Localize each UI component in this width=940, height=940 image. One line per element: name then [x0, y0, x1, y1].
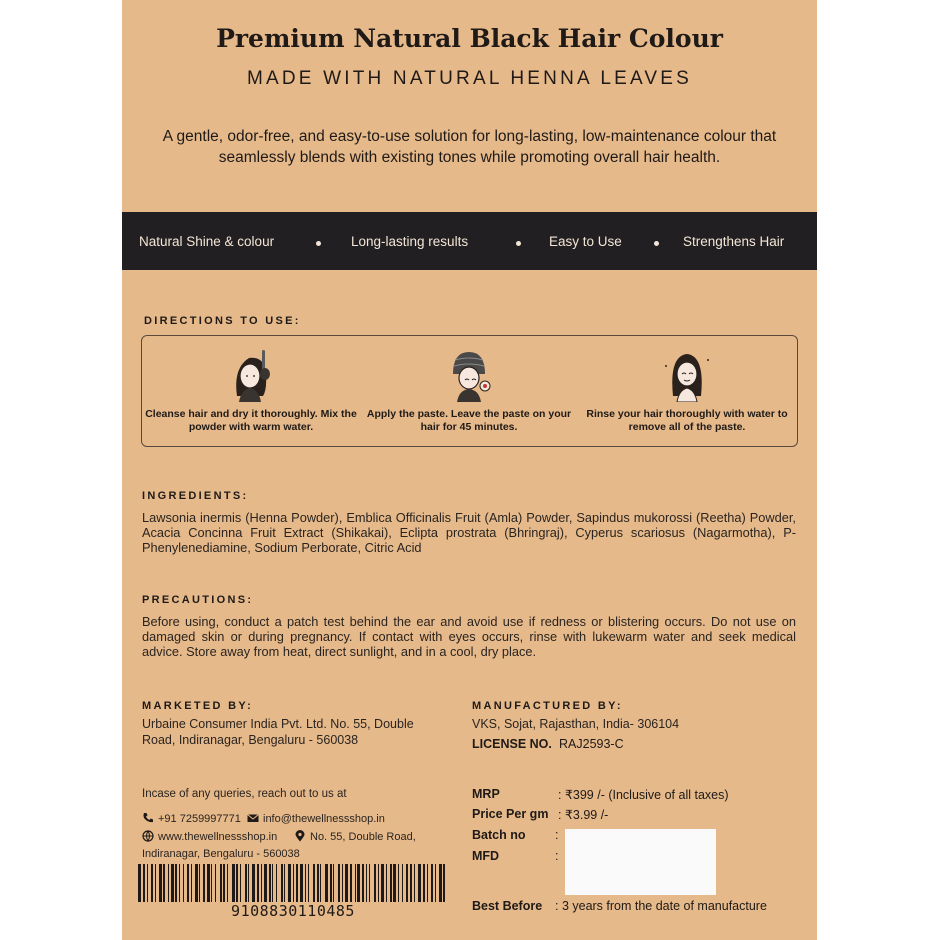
- barcode-bar: [427, 864, 428, 902]
- product-label-panel: [122, 0, 817, 940]
- barcode-bar: [443, 864, 445, 902]
- barcode-bar: [281, 864, 283, 902]
- bullet-dot: [516, 241, 521, 246]
- batch-no-value: :: [555, 828, 559, 842]
- barcode-bar: [338, 864, 340, 902]
- barcode-bar: [175, 864, 177, 902]
- direction-step-2: [360, 340, 578, 434]
- barcode-bar: [264, 864, 267, 902]
- ingredients-text: Lawsonia inermis (Henna Powder), Emblica Officinalis Fruit (Amla) Powder, Sapindus mukorossi (Reetha) Powder, Acacia Concinna Fruit Extract (Shikakai), Eclipta prostrata (Bhringraj), Cyperus scariosus (Nagarmotha), P-Phenylenediamine, Sodium Perborate, Citric Acid: [142, 510, 796, 555]
- barcode-bar: [374, 864, 376, 902]
- barcode-bar: [252, 864, 255, 902]
- barcode-bar: [296, 864, 298, 902]
- address-contact: [294, 830, 416, 843]
- bullet-dot: [654, 241, 659, 246]
- location-pin-icon: [294, 830, 306, 842]
- barcode-bar: [191, 864, 192, 902]
- feature-strengthens-hair: Strengthens Hair: [683, 234, 785, 249]
- direction-step-3: [578, 340, 796, 434]
- barcode-bar: [179, 864, 180, 902]
- feature-natural-shine: Natural Shine & colour: [139, 234, 275, 249]
- barcode-bar: [378, 864, 379, 902]
- precautions-text: Before using, conduct a patch test behind the ear and avoid use if redness or blistering occurs. Do not use on damaged skin or during pregnancy. If contact with eyes occurs, rinse with lukewarm water and seek medical advice. Store away from heat, direct sunlight, and in a cool, dry place.: [142, 614, 796, 659]
- barcode-bar: [171, 864, 174, 902]
- precautions-heading: PRECAUTIONS:: [142, 594, 254, 606]
- barcode-bar: [151, 864, 153, 902]
- barcode-bar: [313, 864, 315, 902]
- barcode-bar: [381, 864, 384, 902]
- woman-with-clean-hair-icon: [655, 346, 719, 402]
- barcode-bar: [330, 864, 332, 902]
- email-address: info@thewellnessshop.in: [263, 813, 385, 825]
- barcode-bar: [431, 864, 433, 902]
- email-icon: [247, 812, 259, 824]
- barcode-bar: [248, 864, 249, 902]
- directions-box: [141, 335, 798, 447]
- website-contact: [142, 830, 277, 843]
- barcode-bar: [414, 864, 415, 902]
- barcode-bar: [300, 864, 303, 902]
- barcode-bar: [386, 864, 387, 902]
- barcode-bar: [402, 864, 403, 902]
- barcode-bar: [350, 864, 352, 902]
- mfd-label: MFD: [472, 849, 500, 863]
- barcode-bar: [269, 864, 271, 902]
- globe-icon: [142, 830, 154, 842]
- barcode-bar: [223, 864, 225, 902]
- barcode-bar: [410, 864, 412, 902]
- barcode-number: 9108830110485: [231, 902, 355, 920]
- marketed-by-heading: MARKETED BY:: [142, 700, 254, 712]
- barcode-bar: [163, 864, 165, 902]
- price-per-gm-value: : ₹3.99 /-: [558, 808, 609, 822]
- barcode-bar: [236, 864, 238, 902]
- directions-heading: DIRECTIONS TO USE:: [144, 315, 301, 327]
- product-subtitle: MADE WITH NATURAL HENNA LEAVES: [246, 68, 693, 89]
- barcode-bar: [366, 864, 367, 902]
- feature-long-lasting: Long-lasting results: [351, 234, 469, 249]
- website-url: www.thewellnessshop.in: [158, 831, 278, 843]
- mrp-label: MRP: [472, 787, 500, 801]
- barcode: [138, 864, 448, 902]
- ingredients-heading: INGREDIENTS:: [142, 490, 249, 502]
- bullet-dot: [316, 241, 321, 246]
- barcode-bar: [257, 864, 259, 902]
- license-label: LICENSE NO.: [472, 737, 552, 751]
- address-line-1: No. 55, Double Road,: [310, 831, 416, 843]
- barcode-bar: [276, 864, 277, 902]
- mrp-value: : ₹399 /- (Inclusive of all taxes): [558, 788, 729, 802]
- batch-no-label: Batch no: [472, 828, 526, 842]
- barcode-bar: [155, 864, 156, 902]
- barcode-bar: [439, 864, 442, 902]
- barcode-bar: [325, 864, 328, 902]
- best-before-label: Best Before: [472, 899, 543, 913]
- barcode-bar: [398, 864, 399, 902]
- barcode-bar: [308, 864, 309, 902]
- barcode-bar: [362, 864, 364, 902]
- queries-heading: Incase of any queries, reach out to us at: [142, 788, 347, 800]
- barcode-bar: [199, 864, 200, 902]
- mfd-value: :: [555, 849, 559, 863]
- woman-brushing-hair-icon: [219, 346, 283, 402]
- phone-number: +91 7259997771: [158, 813, 241, 825]
- barcode-bar: [220, 864, 222, 902]
- barcode-bar: [390, 864, 392, 902]
- manufactured-by-heading: MANUFACTURED BY:: [472, 700, 623, 712]
- batch-mfd-blank-area: [565, 829, 716, 895]
- barcode-bar: [168, 864, 169, 902]
- barcode-bar: [320, 864, 321, 902]
- direction-step-2-text: Apply the paste. Leave the paste on your hair for 45 minutes.: [366, 408, 572, 433]
- barcode-bar: [232, 864, 235, 902]
- license-value: RAJ2593-C: [559, 737, 624, 751]
- barcode-bar: [159, 864, 162, 902]
- barcode-bar: [272, 864, 273, 902]
- product-title: Premium Natural Black Hair Colour: [216, 24, 723, 53]
- barcode-bar: [317, 864, 319, 902]
- barcode-bar: [355, 864, 356, 902]
- features-band: [122, 212, 817, 270]
- barcode-bar: [423, 864, 425, 902]
- direction-step-3-text: Rinse your hair thoroughly with water to remove all of the paste.: [586, 408, 788, 433]
- barcode-bar: [143, 864, 145, 902]
- barcode-bar: [393, 864, 396, 902]
- manufacturer-address: VKS, Sojat, Rajasthan, India- 306104: [472, 717, 680, 731]
- barcode-bar: [342, 864, 343, 902]
- barcode-bar: [284, 864, 285, 902]
- email-contact: [247, 812, 385, 825]
- barcode-bar: [245, 864, 247, 902]
- barcode-bar: [418, 864, 421, 902]
- barcode-bar: [215, 864, 216, 902]
- barcode-bar: [147, 864, 148, 902]
- barcode-bar: [138, 864, 141, 902]
- barcode-bar: [211, 864, 212, 902]
- barcode-bar: [305, 864, 306, 902]
- barcode-bar: [203, 864, 205, 902]
- barcode-bar: [207, 864, 210, 902]
- barcode-bar: [183, 864, 184, 902]
- barcode-bar: [195, 864, 198, 902]
- barcode-bar: [345, 864, 348, 902]
- direction-step-1-text: Cleanse hair and dry it thoroughly. Mix the powder with warm water.: [145, 408, 357, 433]
- barcode-bar: [333, 864, 334, 902]
- barcode-bar: [240, 864, 241, 902]
- best-before-value: : 3 years from the date of manufacture: [555, 899, 767, 913]
- phone-contact: [142, 812, 241, 825]
- feature-easy-to-use: Easy to Use: [549, 234, 622, 249]
- product-description: A gentle, odor-free, and easy-to-use solution for long-lasting, low-maintenance colour that seamlessly blends with existing tones while promoting overall hair health.: [162, 128, 777, 166]
- phone-icon: [142, 812, 154, 824]
- woman-with-hair-cap-icon: [437, 346, 501, 402]
- barcode-bar: [435, 864, 436, 902]
- barcode-bar: [288, 864, 291, 902]
- barcode-bar: [187, 864, 189, 902]
- barcode-bar: [261, 864, 262, 902]
- barcode-bar: [357, 864, 360, 902]
- marketed-by-text: Urbaine Consumer India Pvt. Ltd. No. 55, Double Road, Indiranagar, Bengaluru - 560038: [142, 717, 414, 747]
- address-line-2: Indiranagar, Bengaluru - 560038: [142, 848, 300, 860]
- barcode-bar: [369, 864, 370, 902]
- direction-step-1: [142, 340, 360, 434]
- price-per-gm-label: Price Per gm: [472, 807, 549, 821]
- barcode-bar: [227, 864, 228, 902]
- barcode-bar: [293, 864, 294, 902]
- barcode-bar: [406, 864, 408, 902]
